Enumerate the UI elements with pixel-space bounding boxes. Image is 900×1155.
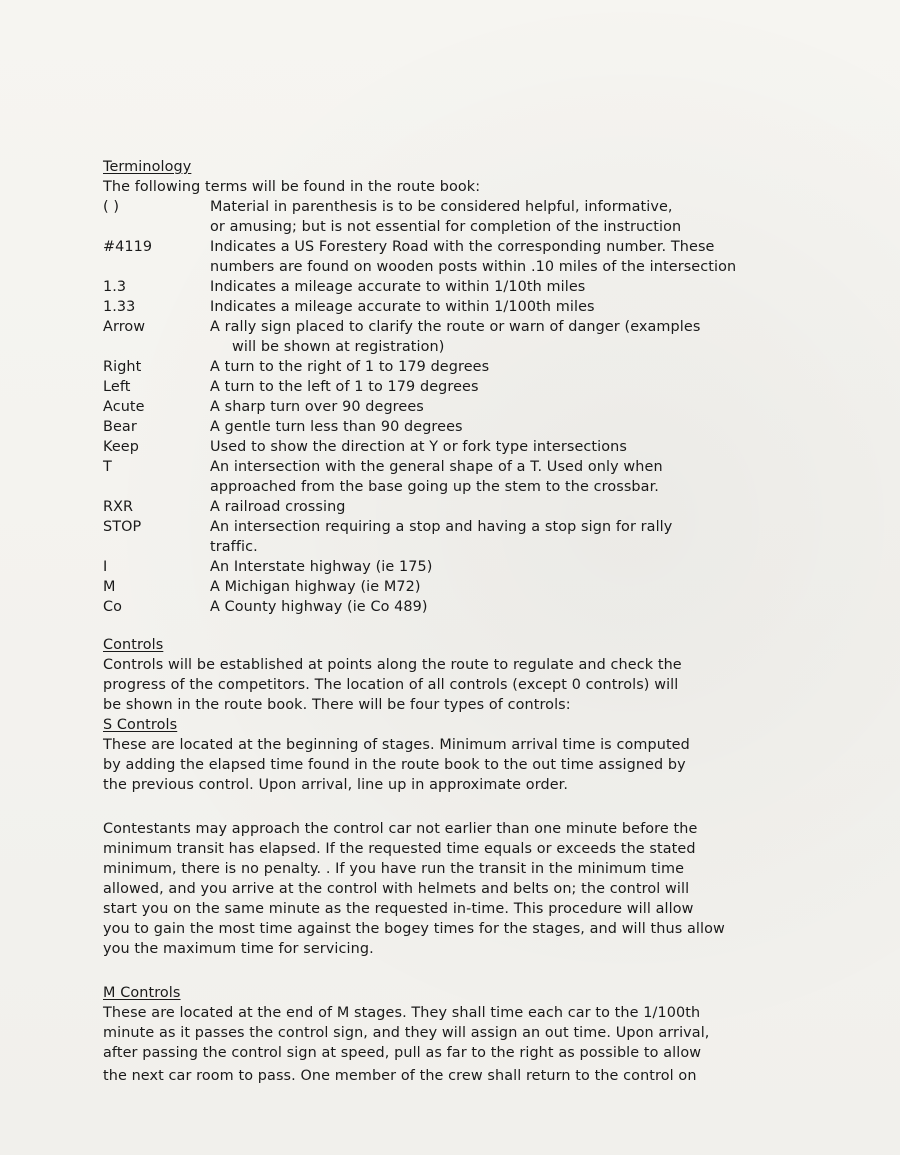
definition-line: A turn to the right of 1 to 179 degrees <box>210 359 490 375</box>
definition-line: or amusing; but is not essential for completion of the instruction <box>210 219 682 235</box>
term-key: I <box>103 559 108 575</box>
term-key: M <box>103 579 116 595</box>
term-key: RXR <box>103 499 134 515</box>
term-definition <box>210 377 863 397</box>
definition-line: A rally sign placed to clarify the route or warn of danger (examples <box>210 319 701 335</box>
term-definition <box>210 557 863 577</box>
document-content <box>103 157 863 1086</box>
term-definition <box>210 417 863 437</box>
term-definition <box>210 517 863 557</box>
m-controls-heading: M Controls <box>103 985 181 1001</box>
definition-line: will be shown at registration) <box>232 339 445 355</box>
definition-line: An Interstate highway (ie 175) <box>210 559 433 575</box>
term-definition <box>210 397 863 417</box>
term-key: Keep <box>103 439 139 455</box>
term-definition <box>210 437 863 457</box>
definition-line: An intersection with the general shape of a T. Used only when <box>210 459 663 475</box>
definition-line: Indicates a mileage accurate to within 1/10th miles <box>210 279 586 295</box>
term-definition <box>210 237 863 277</box>
paragraph-line: Controls will be established at points along the route to regulate and check the <box>103 657 682 673</box>
term-key: Right <box>103 359 142 375</box>
term-row <box>103 397 863 417</box>
term-row <box>103 237 863 277</box>
definition-line: A sharp turn over 90 degrees <box>210 399 424 415</box>
definition-line: Indicates a mileage accurate to within 1/100th miles <box>210 299 595 315</box>
term-row <box>103 497 863 517</box>
definition-line: A gentle turn less than 90 degrees <box>210 419 463 435</box>
term-row <box>103 557 863 577</box>
paragraph-line: you the maximum time for servicing. <box>103 941 374 957</box>
paragraph-line: be shown in the route book. There will be four types of controls: <box>103 697 571 713</box>
term-definition <box>210 497 863 517</box>
definition-line: approached from the base going up the stem to the crossbar. <box>210 479 659 495</box>
term-definition <box>210 577 863 597</box>
definition-line: A Michigan highway (ie M72) <box>210 579 421 595</box>
definition-line: An intersection requiring a stop and having a stop sign for rally <box>210 519 673 535</box>
term-definition <box>210 277 863 297</box>
paragraph-line: start you on the same minute as the requested in-time. This procedure will allow <box>103 901 694 917</box>
m-controls-paragraph <box>103 1003 863 1086</box>
paragraph-line: by adding the elapsed time found in the route book to the out time assigned by <box>103 757 686 773</box>
term-key: #4119 <box>103 239 153 255</box>
paragraph-line: allowed, and you arrive at the control with helmets and belts on; the control will <box>103 881 690 897</box>
paragraph-line: minimum transit has elapsed. If the requested time equals or exceeds the stated <box>103 841 696 857</box>
paragraph-line: minute as it passes the control sign, and they will assign an out time. Upon arrival, <box>103 1025 710 1041</box>
s-controls-paragraph-2 <box>103 819 863 959</box>
term-definition <box>210 357 863 377</box>
term-key: Bear <box>103 419 137 435</box>
definition-line: A railroad crossing <box>210 499 346 515</box>
term-row <box>103 577 863 597</box>
term-key: Acute <box>103 399 145 415</box>
term-row <box>103 457 863 497</box>
term-row <box>103 597 863 617</box>
term-row <box>103 357 863 377</box>
definition-line: numbers are found on wooden posts within .10 miles of the intersection <box>210 259 737 275</box>
paragraph-line: These are located at the beginning of stages. Minimum arrival time is computed <box>103 737 690 753</box>
term-key: ( ) <box>103 199 120 215</box>
paragraph-line: after passing the control sign at speed, pull as far to the right as possible to allow <box>103 1045 702 1061</box>
term-definition <box>210 317 863 357</box>
definition-line: Indicates a US Forestery Road with the corresponding number. These <box>210 239 715 255</box>
definition-line: Material in parenthesis is to be considered helpful, informative, <box>210 199 673 215</box>
definition-line: A County highway (ie Co 489) <box>210 599 428 615</box>
s-controls-paragraph-1 <box>103 735 863 795</box>
paragraph-line: the next car room to pass. One member of the crew shall return to the control on <box>103 1068 697 1084</box>
term-key: Left <box>103 379 131 395</box>
term-definition <box>210 457 863 497</box>
paragraph-line: minimum, there is no penalty. . If you have run the transit in the minimum time <box>103 861 685 877</box>
term-key: Arrow <box>103 319 146 335</box>
term-key: STOP <box>103 519 142 535</box>
paragraph-line: you to gain the most time against the bogey times for the stages, and will thus allow <box>103 921 725 937</box>
term-key: T <box>103 459 112 475</box>
paragraph-line: Contestants may approach the control car not earlier than one minute before the <box>103 821 698 837</box>
controls-paragraph <box>103 655 863 715</box>
term-row <box>103 277 863 297</box>
terms-list <box>103 197 863 617</box>
term-key: 1.3 <box>103 279 127 295</box>
term-row <box>103 417 863 437</box>
term-definition <box>210 297 863 317</box>
term-row <box>103 437 863 457</box>
term-row <box>103 517 863 557</box>
terminology-heading: Terminology <box>103 159 192 175</box>
paragraph-line: These are located at the end of M stages. They shall time each car to the 1/100th <box>103 1005 701 1021</box>
term-key: Co <box>103 599 123 615</box>
term-definition <box>210 597 863 617</box>
paragraph-line: progress of the competitors. The location of all controls (except 0 controls) will <box>103 677 679 693</box>
definition-line: traffic. <box>210 539 258 555</box>
term-key: 1.33 <box>103 299 136 315</box>
term-row <box>103 197 863 237</box>
s-controls-heading: S Controls <box>103 717 178 733</box>
paragraph-line: the previous control. Upon arrival, line up in approximate order. <box>103 777 569 793</box>
term-definition <box>210 197 863 237</box>
term-row <box>103 297 863 317</box>
term-row <box>103 317 863 357</box>
controls-heading: Controls <box>103 637 164 653</box>
definition-line: Used to show the direction at Y or fork type intersections <box>210 439 627 455</box>
definition-line: A turn to the left of 1 to 179 degrees <box>210 379 479 395</box>
term-row <box>103 377 863 397</box>
terminology-intro: The following terms will be found in the route book: <box>103 179 481 195</box>
